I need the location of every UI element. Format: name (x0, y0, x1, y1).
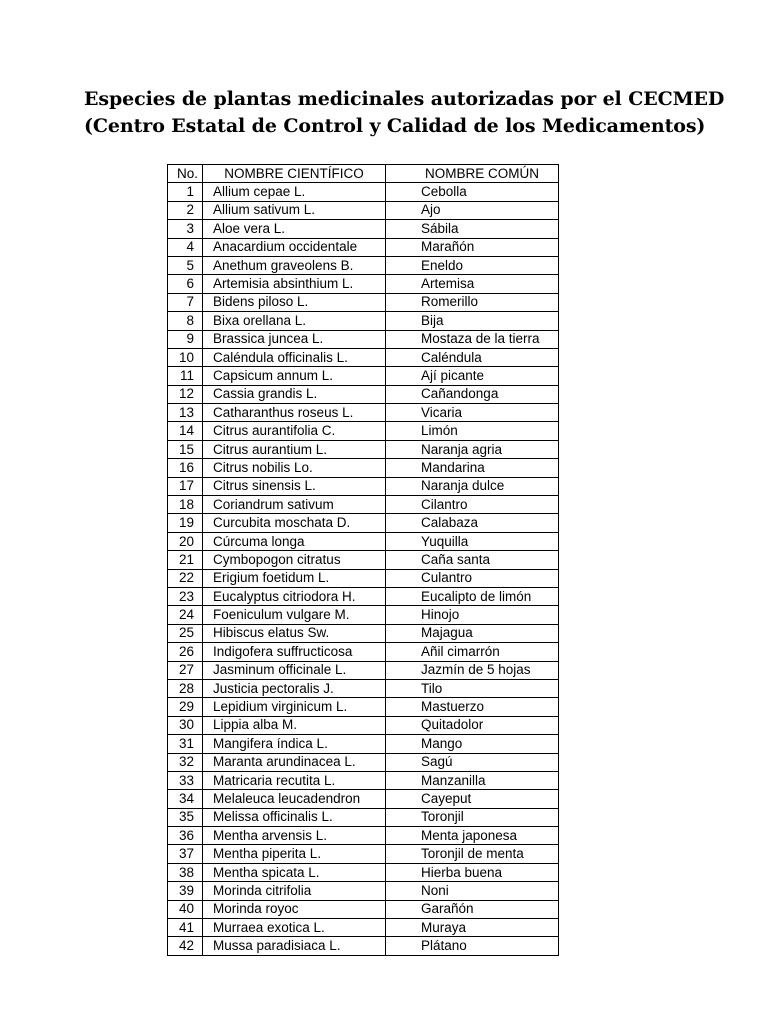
table-row (168, 275, 559, 293)
title-line-2: (Centro Estatal de Control y Calidad de los Medicamentos) (84, 115, 706, 137)
common-name-cell: Mandarina (386, 459, 559, 477)
row-number: 30 (168, 716, 203, 734)
row-number: 13 (168, 404, 203, 422)
row-number: 1 (168, 183, 203, 201)
scientific-name-cell: Cúrcuma longa (203, 532, 386, 550)
table-row (168, 587, 559, 605)
common-name-cell: Tilo (386, 679, 559, 697)
table-row (168, 624, 559, 642)
row-number: 4 (168, 238, 203, 256)
common-name-cell: Culantro (386, 569, 559, 587)
header-scientific-name: NOMBRE CIENTÍFICO (203, 165, 386, 183)
row-number: 7 (168, 293, 203, 311)
table-row (168, 367, 559, 385)
scientific-name-cell: Citrus nobilis Lo. (203, 459, 386, 477)
common-name-cell: Mango (386, 735, 559, 753)
common-name-cell: Limón (386, 422, 559, 440)
scientific-name-cell: Cassia grandis L. (203, 385, 386, 403)
table-row (168, 827, 559, 845)
table-row (168, 183, 559, 201)
scientific-name-cell: Melaleuca leucadendron (203, 790, 386, 808)
row-number: 27 (168, 661, 203, 679)
row-number: 9 (168, 330, 203, 348)
common-name-cell: Hinojo (386, 606, 559, 624)
table-row (168, 698, 559, 716)
row-number: 2 (168, 201, 203, 219)
row-number: 37 (168, 845, 203, 863)
row-number: 17 (168, 477, 203, 495)
common-name-cell: Majagua (386, 624, 559, 642)
row-number: 6 (168, 275, 203, 293)
row-number: 3 (168, 220, 203, 238)
table-row (168, 348, 559, 366)
scientific-name-cell: Morinda citrifolia (203, 882, 386, 900)
header-common-name: NOMBRE COMÚN (386, 165, 559, 183)
scientific-name-cell: Foeniculum vulgare M. (203, 606, 386, 624)
title-line-1: Especies de plantas medicinales autorizadas por el CECMED (84, 88, 725, 110)
row-number: 29 (168, 698, 203, 716)
table-row (168, 661, 559, 679)
common-name-cell: Vicaria (386, 404, 559, 422)
table-row (168, 790, 559, 808)
row-number: 23 (168, 587, 203, 605)
scientific-name-cell: Citrus sinensis L. (203, 477, 386, 495)
common-name-cell: Cebolla (386, 183, 559, 201)
scientific-name-cell: Jasminum officinale L. (203, 661, 386, 679)
scientific-name-cell: Eucalyptus citriodora H. (203, 587, 386, 605)
row-number: 21 (168, 551, 203, 569)
row-number: 35 (168, 808, 203, 826)
table-row (168, 532, 559, 550)
common-name-cell: Cayeput (386, 790, 559, 808)
common-name-cell: Bija (386, 312, 559, 330)
row-number: 36 (168, 827, 203, 845)
scientific-name-cell: Caléndula officinalis L. (203, 348, 386, 366)
row-number: 42 (168, 937, 203, 955)
scientific-name-cell: Coriandrum sativum (203, 496, 386, 514)
row-number: 25 (168, 624, 203, 642)
table-row (168, 422, 559, 440)
row-number: 20 (168, 532, 203, 550)
row-number: 38 (168, 863, 203, 881)
table-row (168, 643, 559, 661)
table-row (168, 440, 559, 458)
document-title (84, 86, 744, 140)
common-name-cell: Ajo (386, 201, 559, 219)
header-number: No. (168, 165, 203, 183)
row-number: 19 (168, 514, 203, 532)
scientific-name-cell: Bixa orellana L. (203, 312, 386, 330)
common-name-cell: Quitadolor (386, 716, 559, 734)
row-number: 16 (168, 459, 203, 477)
table-row (168, 256, 559, 274)
table-row (168, 845, 559, 863)
row-number: 34 (168, 790, 203, 808)
row-number: 24 (168, 606, 203, 624)
common-name-cell: Eneldo (386, 256, 559, 274)
scientific-name-cell: Melissa officinalis L. (203, 808, 386, 826)
common-name-cell: Jazmín de 5 hojas (386, 661, 559, 679)
scientific-name-cell: Mentha spicata L. (203, 863, 386, 881)
row-number: 10 (168, 348, 203, 366)
scientific-name-cell: Bidens piloso L. (203, 293, 386, 311)
row-number: 18 (168, 496, 203, 514)
common-name-cell: Menta japonesa (386, 827, 559, 845)
scientific-name-cell: Mentha arvensis L. (203, 827, 386, 845)
common-name-cell: Calabaza (386, 514, 559, 532)
table-row (168, 385, 559, 403)
table-row (168, 863, 559, 881)
common-name-cell: Naranja agria (386, 440, 559, 458)
scientific-name-cell: Citrus aurantium L. (203, 440, 386, 458)
common-name-cell: Noni (386, 882, 559, 900)
common-name-cell: Romerillo (386, 293, 559, 311)
common-name-cell: Sábila (386, 220, 559, 238)
common-name-cell: Garañón (386, 900, 559, 918)
scientific-name-cell: Citrus aurantifolia C. (203, 422, 386, 440)
common-name-cell: Yuquilla (386, 532, 559, 550)
common-name-cell: Hierba buena (386, 863, 559, 881)
table-row (168, 716, 559, 734)
table-row (168, 496, 559, 514)
table-row (168, 551, 559, 569)
common-name-cell: Cilantro (386, 496, 559, 514)
scientific-name-cell: Cymbopogon citratus (203, 551, 386, 569)
scientific-name-cell: Capsicum annum L. (203, 367, 386, 385)
scientific-name-cell: Mussa paradisiaca L. (203, 937, 386, 955)
scientific-name-cell: Artemisia absinthium L. (203, 275, 386, 293)
table-row (168, 771, 559, 789)
table-row (168, 220, 559, 238)
common-name-cell: Caléndula (386, 348, 559, 366)
table-row (168, 919, 559, 937)
scientific-name-cell: Mentha piperita L. (203, 845, 386, 863)
scientific-name-cell: Allium cepae L. (203, 183, 386, 201)
scientific-name-cell: Lepidium virginicum L. (203, 698, 386, 716)
scientific-name-cell: Anethum graveolens B. (203, 256, 386, 274)
table-row (168, 900, 559, 918)
table-row (168, 312, 559, 330)
table-row (168, 735, 559, 753)
table-row (168, 477, 559, 495)
table-row (168, 808, 559, 826)
scientific-name-cell: Hibiscus elatus Sw. (203, 624, 386, 642)
table-row (168, 293, 559, 311)
row-number: 12 (168, 385, 203, 403)
row-number: 28 (168, 679, 203, 697)
row-number: 14 (168, 422, 203, 440)
common-name-cell: Manzanilla (386, 771, 559, 789)
table-row (168, 606, 559, 624)
scientific-name-cell: Justicia pectoralis J. (203, 679, 386, 697)
common-name-cell: Naranja dulce (386, 477, 559, 495)
table-row (168, 753, 559, 771)
scientific-name-cell: Catharanthus roseus L. (203, 404, 386, 422)
common-name-cell: Ají picante (386, 367, 559, 385)
row-number: 8 (168, 312, 203, 330)
common-name-cell: Toronjil de menta (386, 845, 559, 863)
table-row (168, 937, 559, 955)
row-number: 5 (168, 256, 203, 274)
scientific-name-cell: Aloe vera L. (203, 220, 386, 238)
scientific-name-cell: Matricaria recutita L. (203, 771, 386, 789)
table-row (168, 882, 559, 900)
common-name-cell: Mastuerzo (386, 698, 559, 716)
row-number: 39 (168, 882, 203, 900)
table-row (168, 238, 559, 256)
scientific-name-cell: Indigofera suffructicosa (203, 643, 386, 661)
table-row (168, 514, 559, 532)
common-name-cell: Caña santa (386, 551, 559, 569)
row-number: 32 (168, 753, 203, 771)
common-name-cell: Muraya (386, 919, 559, 937)
table-body (168, 183, 559, 955)
scientific-name-cell: Morinda royoc (203, 900, 386, 918)
common-name-cell: Añil cimarrón (386, 643, 559, 661)
row-number: 31 (168, 735, 203, 753)
scientific-name-cell: Curcubita moschata D. (203, 514, 386, 532)
table-row (168, 459, 559, 477)
table-row (168, 404, 559, 422)
common-name-cell: Toronjil (386, 808, 559, 826)
common-name-cell: Artemisa (386, 275, 559, 293)
scientific-name-cell: Erigium foetidum L. (203, 569, 386, 587)
scientific-name-cell: Murraea exotica L. (203, 919, 386, 937)
table-row (168, 201, 559, 219)
row-number: 33 (168, 771, 203, 789)
common-name-cell: Marañón (386, 238, 559, 256)
table-row (168, 569, 559, 587)
common-name-cell: Plátano (386, 937, 559, 955)
common-name-cell: Sagú (386, 753, 559, 771)
common-name-cell: Mostaza de la tierra (386, 330, 559, 348)
common-name-cell: Eucalipto de limón (386, 587, 559, 605)
plants-table (167, 164, 559, 956)
scientific-name-cell: Mangifera índica L. (203, 735, 386, 753)
table-row (168, 679, 559, 697)
scientific-name-cell: Maranta arundinacea L. (203, 753, 386, 771)
scientific-name-cell: Anacardium occidentale (203, 238, 386, 256)
row-number: 11 (168, 367, 203, 385)
row-number: 26 (168, 643, 203, 661)
scientific-name-cell: Allium sativum L. (203, 201, 386, 219)
scientific-name-cell: Brassica juncea L. (203, 330, 386, 348)
row-number: 22 (168, 569, 203, 587)
row-number: 40 (168, 900, 203, 918)
scientific-name-cell: Lippia alba M. (203, 716, 386, 734)
row-number: 41 (168, 919, 203, 937)
row-number: 15 (168, 440, 203, 458)
table-header-row (168, 165, 559, 183)
common-name-cell: Cañandonga (386, 385, 559, 403)
table-row (168, 330, 559, 348)
